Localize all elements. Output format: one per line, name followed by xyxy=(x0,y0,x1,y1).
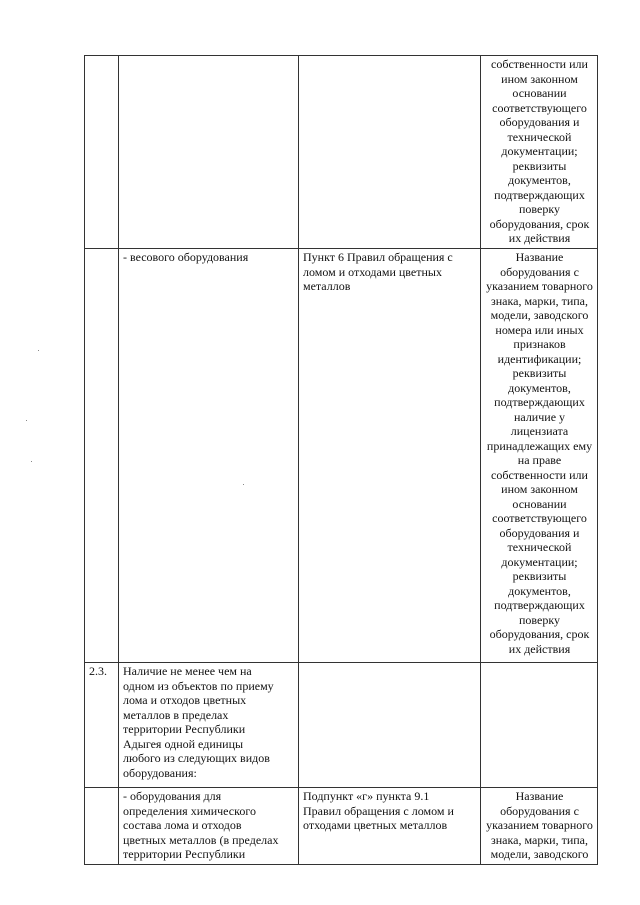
item-cell: - весового оборудования xyxy=(119,249,299,663)
requirements-table xyxy=(84,55,598,865)
documents-cell xyxy=(481,663,598,788)
scan-speck xyxy=(38,350,39,351)
legal-basis-cell: Подпункт «г» пункта 9.1 Правил обращения с ломом и отходами цветных металлов xyxy=(299,788,481,865)
table-row xyxy=(85,663,598,788)
row-number-cell xyxy=(85,249,119,663)
row-number-cell xyxy=(85,56,119,249)
item-cell xyxy=(119,56,299,249)
scan-speck xyxy=(243,484,244,485)
scan-speck xyxy=(26,420,27,421)
item-cell: Наличие не менее чем на одном из объектов по приему лома и отходов цветных металлов в пределах территории Республики Адыгея одной единицы любого из следующих видов оборудования: xyxy=(119,663,299,788)
scan-speck xyxy=(31,461,32,462)
table-row xyxy=(85,249,598,663)
row-number-cell: 2.3. xyxy=(85,663,119,788)
documents-cell: Название оборудования с указанием товарного знака, марки, типа, модели, заводского номера или иных признаков идентификации; реквизиты документов, подтверждающих наличие у лицензиата принадлежащих ему на праве собственности или ином законном основании соответствующего оборудования и технической документации; реквизиты документов, подтверждающих поверку оборудования, срок их действия xyxy=(481,249,598,663)
item-cell: - оборудования для определения химического состава лома и отходов цветных металлов (в пределах территории Республики xyxy=(119,788,299,865)
legal-basis-cell xyxy=(299,663,481,788)
legal-basis-cell xyxy=(299,56,481,249)
table-row xyxy=(85,788,598,865)
legal-basis-cell: Пункт 6 Правил обращения с ломом и отходами цветных металлов xyxy=(299,249,481,663)
table-row xyxy=(85,56,598,249)
documents-cell: собственности или ином законном основании соответствующего оборудования и технической документации; реквизиты документов, подтверждающих поверку оборудования, срок их действия xyxy=(481,56,598,249)
documents-cell: Название оборудования с указанием товарного знака, марки, типа, модели, заводского xyxy=(481,788,598,865)
row-number-cell xyxy=(85,788,119,865)
